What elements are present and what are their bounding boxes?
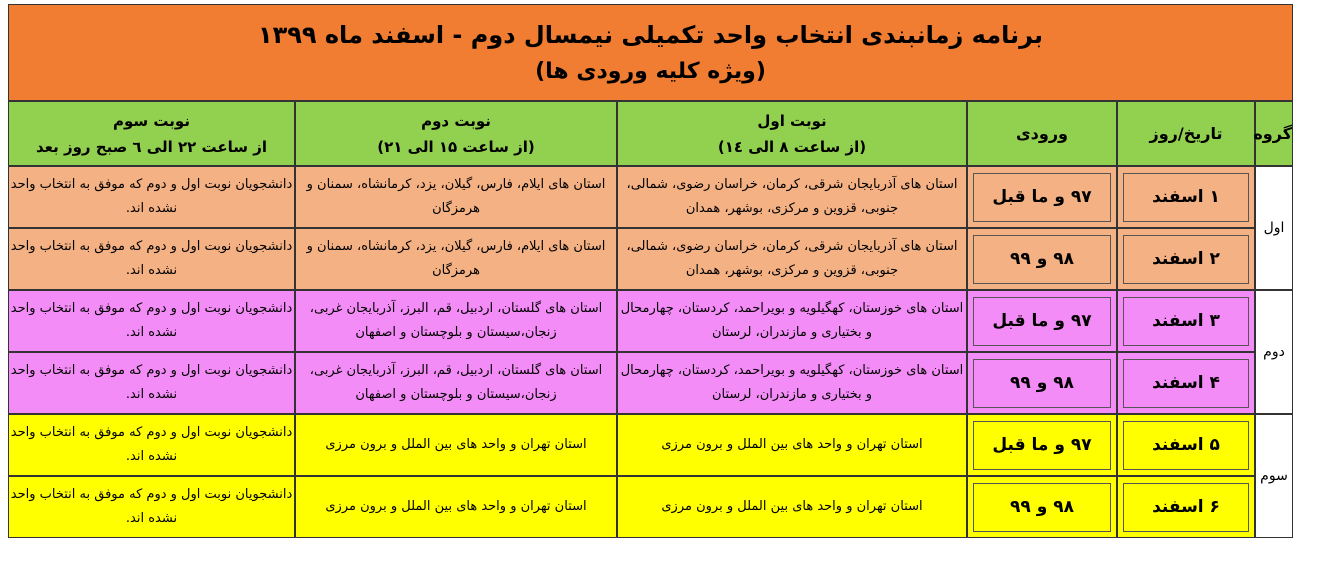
date-value: ۵ اسفند (1123, 421, 1249, 470)
shift1-cell: استان تهران و واحد های بین الملل و برون مرزی (617, 414, 967, 476)
header-shift2-time: (از ساعت ۱۵ الی ۲۱) (377, 137, 535, 156)
entry-value: ۹۷ و ما قبل (973, 297, 1111, 346)
shift3-cell: دانشجویان نوبت اول و دوم که موفق به انتخاب واحد نشده اند. (8, 352, 295, 414)
entry-value: ۹۸ و ۹۹ (973, 359, 1111, 408)
header-date: تاریخ/روز (1117, 101, 1255, 166)
header-shift3-title: نوبت سوم (113, 111, 190, 130)
header-shift3 (8, 101, 295, 166)
entry-cell (967, 166, 1117, 228)
table-row (8, 414, 1293, 476)
header-shift1-time: (از ساعت ۸ الی ۱٤) (717, 137, 867, 156)
shift1-cell: استان های آذربایجان شرقی، کرمان، خراسان رضوی، شمالی، جنوبی، قزوین و مرکزی، بوشهر، همدان (617, 228, 967, 290)
date-value: ۶ اسفند (1123, 483, 1249, 532)
table-row (8, 166, 1293, 228)
date-cell (1117, 228, 1255, 290)
table-row (8, 352, 1293, 414)
shift2-cell: استان های گلستان، اردبیل، قم، البرز، آذربایجان غربی، زنجان،سیستان و بلوچستان و اصفهان (295, 290, 617, 352)
date-value: ۲ اسفند (1123, 235, 1249, 284)
header-shift1 (617, 101, 967, 166)
header-entry: ورودی (967, 101, 1117, 166)
schedule-table (8, 4, 1293, 538)
header-shift2-title: نوبت دوم (421, 111, 491, 130)
date-cell (1117, 290, 1255, 352)
shift2-cell: استان های ایلام، فارس، گیلان، یزد، کرمانشاه، سمنان و هرمزگان (295, 166, 617, 228)
shift3-cell: دانشجویان نوبت اول و دوم که موفق به انتخاب واحد نشده اند. (8, 476, 295, 538)
shift2-cell: استان های ایلام، فارس، گیلان، یزد، کرمانشاه، سمنان و هرمزگان (295, 228, 617, 290)
shift3-cell: دانشجویان نوبت اول و دوم که موفق به انتخاب واحد نشده اند. (8, 228, 295, 290)
entry-cell (967, 228, 1117, 290)
shift2-cell: استان تهران و واحد های بین الملل و برون مرزی (295, 476, 617, 538)
shift3-cell: دانشجویان نوبت اول و دوم که موفق به انتخاب واحد نشده اند. (8, 290, 295, 352)
group-label: سوم (1255, 414, 1293, 538)
title-banner (8, 4, 1293, 101)
date-cell (1117, 414, 1255, 476)
group-label: اول (1255, 166, 1293, 290)
shift3-cell: دانشجویان نوبت اول و دوم که موفق به انتخاب واحد نشده اند. (8, 166, 295, 228)
date-cell (1117, 352, 1255, 414)
table-row (8, 290, 1293, 352)
header-group: گروه (1255, 101, 1293, 166)
entry-value: ۹۸ و ۹۹ (973, 483, 1111, 532)
date-cell (1117, 476, 1255, 538)
header-row (8, 101, 1293, 166)
header-shift1-title: نوبت اول (757, 111, 827, 130)
entry-value: ۹۷ و ما قبل (973, 421, 1111, 470)
header-shift3-time: از ساعت ۲۲ الی ٦ صبح روز بعد (35, 137, 268, 156)
date-cell (1117, 166, 1255, 228)
entry-cell (967, 476, 1117, 538)
entry-cell (967, 352, 1117, 414)
shift1-cell: استان های خوزستان، کهگیلویه و بویراحمد، کردستان، چهارمحال و بختیاری و مازندران، لرستان (617, 290, 967, 352)
shift2-cell: استان های گلستان، اردبیل، قم، البرز، آذربایجان غربی، زنجان،سیستان و بلوچستان و اصفهان (295, 352, 617, 414)
page-title: برنامه زمانبندی انتخاب واحد تکمیلی نیمسال دوم - اسفند ماه ۱۳۹۹ (257, 20, 1044, 49)
table-row (8, 476, 1293, 538)
date-value: ۳ اسفند (1123, 297, 1249, 346)
entry-cell (967, 290, 1117, 352)
header-shift2 (295, 101, 617, 166)
shift2-cell: استان تهران و واحد های بین الملل و برون مرزی (295, 414, 617, 476)
entry-cell (967, 414, 1117, 476)
shift1-cell: استان های خوزستان، کهگیلویه و بویراحمد، کردستان، چهارمحال و بختیاری و مازندران، لرستان (617, 352, 967, 414)
entry-value: ۹۷ و ما قبل (973, 173, 1111, 222)
shift1-cell: استان تهران و واحد های بین الملل و برون مرزی (617, 476, 967, 538)
shift3-cell: دانشجویان نوبت اول و دوم که موفق به انتخاب واحد نشده اند. (8, 414, 295, 476)
date-value: ۱ اسفند (1123, 173, 1249, 222)
shift1-cell: استان های آذربایجان شرقی، کرمان، خراسان رضوی، شمالی، جنوبی، قزوین و مرکزی، بوشهر، همدان (617, 166, 967, 228)
date-value: ۴ اسفند (1123, 359, 1249, 408)
group-label: دوم (1255, 290, 1293, 414)
table-row (8, 228, 1293, 290)
entry-value: ۹۸ و ۹۹ (973, 235, 1111, 284)
page-subtitle: (ویژه کلیه ورودی ها) (535, 58, 766, 84)
